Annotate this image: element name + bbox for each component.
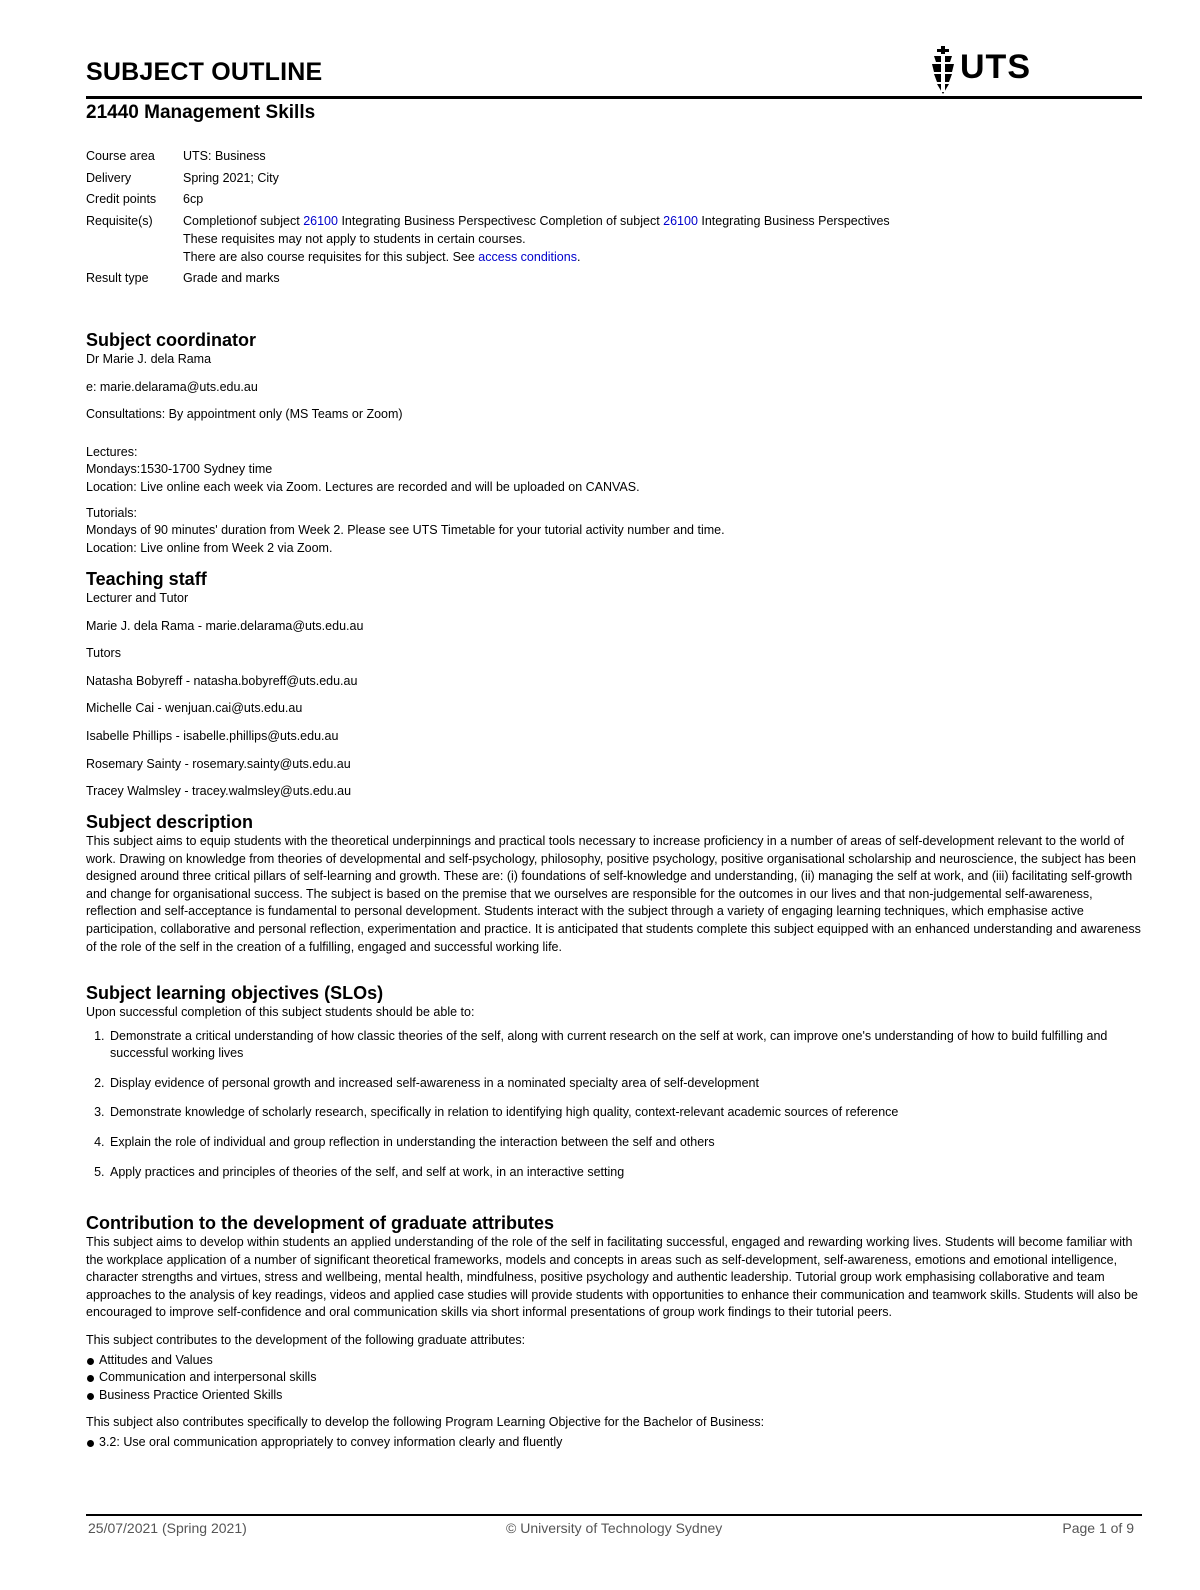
meta-value <box>183 212 903 266</box>
attribute-item: Business Practice Oriented Skills <box>86 1387 1142 1405</box>
tutor: Natasha Bobyreff - natasha.bobyreff@uts.edu.au <box>86 673 358 688</box>
tutors-label: Tutors <box>86 646 121 661</box>
meta-row-result-type <box>86 269 903 287</box>
bullet-icon <box>87 1375 94 1382</box>
bullet-icon <box>87 1393 94 1400</box>
requisite-text: . <box>576 249 581 264</box>
description-body: This subject aims to equip students with the theoretical underpinnings and practical tools necessary to increase proficiency in a number of areas of self-development relevant to the world of work. Drawing on knowledge from theories of developmental and self-psychology, philosophy, positive psychology, positive organisational scholarship and neuroscience, the subject has been designed around three critical pillars of self-learning and growth. These are: (i) foundations of self-knowledge and understanding, (ii) managing the self at work, and (iii) facilitating self-growth and change for organisational success. The subject is based on the premise that we ourselves are responsible for the outcomes in our lives and that non-judgemental self-awareness, reflection and self-acceptance is fundamental to personal development. Students interact with the subject through a variety of engaging learning techniques, which emphasise active participation, collaborative and personal reflection, experimentation and practice. It is anticipated that students complete this subject equipped with an enhanced understanding and awareness of the role of the self in the creation of a fulfilling, engaged and successful working life. <box>86 834 1141 954</box>
slo-item: 5. Apply practices and principles of theories of the self, and self at work, in an interactive setting <box>108 1164 1142 1182</box>
lecturer: Marie J. dela Rama - marie.delarama@uts.edu.au <box>86 618 364 633</box>
bullet-icon <box>87 1358 94 1365</box>
plo-list <box>86 1434 1142 1452</box>
graduate-body: This subject aims to develop within students an applied understanding of the role of the self in facilitating successful, engaged and rewarding working lives. Students will become familiar with the workplace application of a number of significant theoretical frameworks, models and concepts in areas such as self-development, self-awareness, emotions and emotional intelligence, character strengths and virtues, stress and wellbeing, mental health, mindfulness, positive psychology and authentic leadership. Tutorial group work emphasising collaborative and team approaches to the analysis of key readings, videos and applied case studies will provide students with opportunities to enhance their communication and teamwork skills. Students will also be encouraged to improve self-confidence and oral communication skills via short informal presentations of group work findings to their tutorial peers. <box>86 1235 1138 1320</box>
meta-label: Credit points <box>86 192 157 206</box>
tutor: Tracey Walmsley - tracey.walmsley@uts.edu.au <box>86 784 352 799</box>
lectures-location: Location: Live online each week via Zoom. Lectures are recorded and will be uploaded on CANVAS. <box>86 479 640 494</box>
section-heading: Teaching staff <box>86 569 207 589</box>
uts-logo-text: UTS <box>960 48 1031 86</box>
tutorials-location: Location: Live online from Week 2 via Zoom. <box>86 540 333 555</box>
requisite-text: There are also course requisites for this subject. See <box>183 249 479 264</box>
meta-value: Spring 2021; City <box>183 170 279 185</box>
meta-value: UTS: Business <box>183 149 266 163</box>
slo-intro: Upon successful completion of this subject students should be able to: <box>86 1005 475 1019</box>
page-number: Page 1 of 9 <box>1062 1520 1134 1536</box>
section-heading: Subject coordinator <box>86 330 257 350</box>
meta-row-delivery <box>86 169 903 187</box>
access-conditions-link[interactable]: access conditions <box>478 249 577 264</box>
attributes-intro: This subject contributes to the development of the following graduate attributes: <box>86 1332 526 1347</box>
requisite-note: These requisites may not apply to students in certain courses. <box>183 231 526 246</box>
coordinator-section <box>86 329 1142 557</box>
plo-item: 3.2: Use oral communication appropriately to convey information clearly and fluently <box>86 1434 1142 1452</box>
lectures-time: Mondays:1530-1700 Sydney time <box>86 462 273 477</box>
subject-name: 21440 Management Skills <box>86 102 316 123</box>
meta-row-credit-points <box>86 190 903 208</box>
subject-26100-link[interactable]: 26100 <box>663 213 698 228</box>
document-title: SUBJECT OUTLINE <box>86 58 323 86</box>
footer-rule <box>86 1514 1142 1516</box>
lecturer-label: Lecturer and Tutor <box>86 591 189 605</box>
requisite-text: Completionof subject <box>183 213 304 228</box>
section-heading: Contribution to the development of graduate attributes <box>86 1213 554 1233</box>
meta-value: Grade and marks <box>183 271 280 285</box>
requisite-text: Integrating Business Perspectivesc Completion of subject <box>337 213 664 228</box>
coordinator-name: Dr Marie J. dela Rama <box>86 352 212 366</box>
subject-description-section <box>86 811 1142 956</box>
tutor: Isabelle Phillips - isabelle.phillips@uts.edu.au <box>86 728 339 743</box>
footer-copyright: © University of Technology Sydney <box>506 1520 723 1536</box>
coordinator-email: e: marie.delarama@uts.edu.au <box>86 379 258 394</box>
slo-list <box>86 1028 1142 1182</box>
meta-label: Course area <box>86 149 155 163</box>
meta-row-course-area <box>86 147 903 165</box>
attribute-item: Communication and interpersonal skills <box>86 1369 1142 1387</box>
footer-date: 25/07/2021 (Spring 2021) <box>88 1520 247 1536</box>
requisite-text: Integrating Business Perspectives <box>697 213 890 228</box>
slo-item: 4. Explain the role of individual and group reflection in understanding the interaction between the self and others <box>108 1134 1142 1152</box>
tutor: Rosemary Sainty - rosemary.sainty@uts.edu.au <box>86 756 351 771</box>
subject-meta-table <box>86 147 903 291</box>
uts-emblem-icon <box>930 46 956 96</box>
header-rule <box>86 96 1142 99</box>
attribute-item: Attitudes and Values <box>86 1352 1142 1370</box>
slo-item: 3. Demonstrate knowledge of scholarly research, specifically in relation to identifying high quality, context-relevant academic sources of reference <box>108 1104 1142 1122</box>
meta-label: Result type <box>86 271 149 285</box>
attributes-list <box>86 1352 1142 1405</box>
meta-row-requisites <box>86 212 903 266</box>
tutorials-time: Mondays of 90 minutes' duration from Week 2. Please see UTS Timetable for your tutorial activity number and time. <box>86 523 725 538</box>
slo-item: 1. Demonstrate a critical understanding of how classic theories of the self, along with current research on the self at work, can improve one's understanding of how to build fulfilling and successful working lives <box>108 1028 1142 1063</box>
lectures-label: Lectures: <box>86 444 138 459</box>
tutorials-label: Tutorials: <box>86 505 137 520</box>
uts-logo <box>930 44 1042 96</box>
meta-label: Delivery <box>86 170 132 185</box>
teaching-staff-section <box>86 568 1142 801</box>
section-heading: Subject learning objectives (SLOs) <box>86 983 384 1003</box>
tutor: Michelle Cai - wenjuan.cai@uts.edu.au <box>86 701 303 716</box>
graduate-attributes-section <box>86 1212 1142 1452</box>
bullet-icon <box>87 1440 94 1447</box>
section-heading: Subject description <box>86 812 254 832</box>
plo-intro: This subject also contributes specifically to develop the following Program Learning Objective for the Bachelor of Business: <box>86 1415 765 1430</box>
subject-26100-link[interactable]: 26100 <box>303 213 338 228</box>
slo-section <box>86 982 1142 1193</box>
slo-item: 2. Display evidence of personal growth and increased self-awareness in a nominated specialty area of self-development <box>108 1075 1142 1093</box>
meta-value: 6cp <box>183 192 204 206</box>
requisite-line <box>183 212 903 230</box>
course-requisite-note <box>183 248 903 266</box>
meta-label: Requisite(s) <box>86 213 153 228</box>
consultations: Consultations: By appointment only (MS Teams or Zoom) <box>86 407 403 422</box>
